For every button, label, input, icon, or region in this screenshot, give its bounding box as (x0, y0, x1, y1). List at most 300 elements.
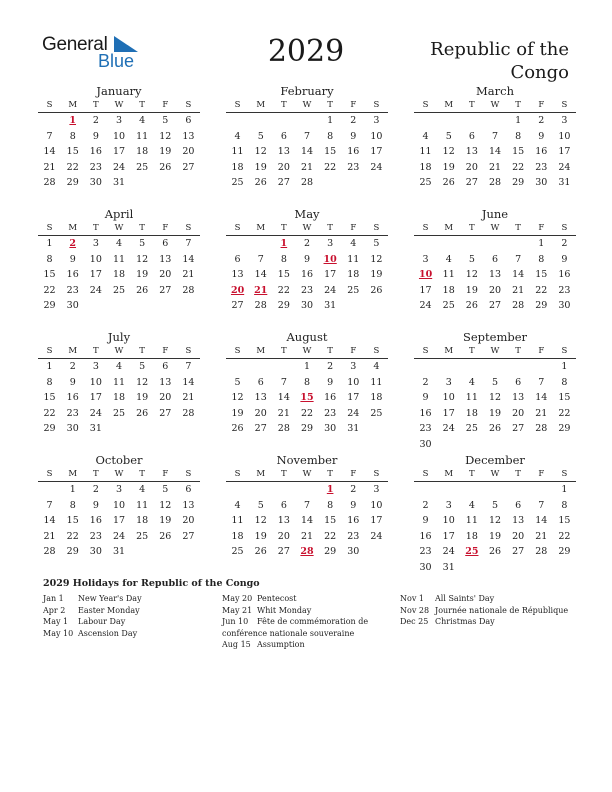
month-september (414, 330, 576, 452)
day: 7 (538, 376, 545, 388)
day: 3 (115, 484, 123, 495)
day: 12 (136, 253, 149, 265)
day: 17 (370, 515, 383, 526)
weekday-label: M (68, 469, 78, 479)
month-december (414, 453, 576, 575)
day: 6 (515, 376, 522, 388)
day: 19 (136, 269, 149, 280)
month-august (226, 330, 388, 437)
holiday-entry (400, 605, 583, 617)
empty-day (38, 482, 61, 498)
weekday-label: F (350, 223, 357, 233)
day: 13 (254, 392, 267, 403)
empty-day (226, 482, 249, 498)
weekday-label: T (139, 469, 145, 479)
weekday-header (38, 222, 200, 236)
day: 15 (324, 146, 337, 157)
day: 18 (112, 269, 126, 280)
day: 7 (257, 253, 264, 265)
weekday-label: S (422, 346, 429, 356)
day: 26 (488, 546, 502, 557)
day: 8 (69, 130, 76, 142)
holiday-day: 15 (300, 392, 314, 403)
day: 16 (66, 392, 79, 403)
day: 26 (136, 407, 149, 419)
day: 4 (115, 238, 123, 249)
day: 28 (182, 407, 195, 419)
day: 31 (347, 423, 360, 434)
weekday-label: T (93, 223, 99, 233)
day: 1 (46, 361, 53, 372)
day: 23 (419, 546, 432, 557)
holiday-date: May 10 (43, 628, 74, 638)
day: 17 (324, 269, 337, 280)
weekday-header (414, 345, 576, 359)
day: 12 (488, 392, 502, 403)
holiday-entry (43, 628, 218, 640)
day: 27 (254, 423, 267, 434)
empty-day (483, 359, 506, 375)
holiday-name: Fête de commémoration de (257, 617, 369, 626)
day: 31 (112, 546, 126, 557)
day: 13 (231, 269, 244, 280)
holiday-name: Christmas Day (435, 617, 495, 626)
month-march (414, 84, 576, 191)
weekday-label: T (515, 100, 521, 110)
weekday-label: S (422, 100, 429, 110)
day: 1 (515, 115, 522, 126)
holiday-day: 10 (418, 269, 433, 280)
day: 26 (231, 423, 244, 434)
weekday-label: M (68, 346, 78, 356)
day: 14 (43, 146, 56, 157)
day: 28 (277, 423, 290, 434)
day: 8 (538, 253, 545, 265)
empty-day (226, 113, 249, 129)
day: 10 (442, 515, 455, 526)
empty-day (249, 482, 272, 498)
day: 10 (442, 392, 455, 403)
day: 2 (538, 115, 545, 126)
day: 20 (512, 530, 525, 542)
day: 13 (512, 515, 525, 526)
day: 8 (327, 499, 334, 511)
holiday-date: Jun 10 (222, 617, 249, 626)
day: 30 (324, 423, 337, 434)
day: 19 (488, 530, 502, 542)
day: 17 (89, 392, 102, 403)
day: 21 (182, 392, 195, 403)
day: 6 (491, 253, 499, 265)
empty-day (530, 482, 553, 498)
weekday-label: T (93, 346, 99, 356)
day: 17 (112, 515, 126, 526)
day: 10 (112, 499, 126, 511)
holiday-date: Jan 1 (43, 594, 64, 603)
weekday-label: F (350, 469, 357, 479)
day: 31 (324, 300, 337, 311)
day: 23 (66, 284, 79, 296)
day: 5 (139, 238, 146, 249)
day: 1 (561, 484, 568, 495)
day: 25 (112, 407, 126, 419)
day: 8 (561, 376, 568, 388)
weekday-label: W (114, 346, 124, 356)
day: 4 (350, 238, 357, 249)
weekday-label: M (444, 469, 454, 479)
weekday-header (226, 345, 388, 359)
month-title: May (294, 207, 320, 221)
month-title: August (286, 330, 328, 344)
empty-day (460, 236, 483, 252)
day: 18 (112, 392, 126, 403)
day: 5 (139, 361, 146, 372)
day: 11 (231, 515, 244, 526)
weekday-label: M (256, 100, 266, 110)
day: 16 (89, 515, 102, 526)
day: 6 (280, 499, 287, 511)
day: 13 (465, 146, 478, 157)
weekday-label: F (162, 223, 169, 233)
day: 15 (43, 269, 56, 280)
day: 18 (136, 146, 149, 157)
day: 18 (347, 269, 360, 280)
day: 16 (324, 392, 337, 403)
weekday-label: T (327, 100, 333, 110)
month-title: October (95, 453, 143, 467)
weekday-label: F (162, 346, 169, 356)
weekday-label: F (162, 100, 169, 110)
holiday-day: 20 (230, 284, 245, 296)
day: 23 (66, 407, 79, 419)
empty-day (437, 113, 460, 129)
weekday-label: M (444, 100, 454, 110)
weekday-label: F (350, 346, 357, 356)
month-title: February (280, 84, 334, 98)
day: 2 (92, 484, 99, 495)
day: 25 (231, 546, 244, 557)
day: 5 (257, 499, 264, 511)
holiday-day: 2 (69, 238, 77, 249)
day: 5 (257, 130, 264, 142)
day: 18 (442, 284, 455, 296)
day: 27 (512, 546, 525, 557)
day: 25 (112, 284, 126, 296)
day: 29 (324, 546, 337, 557)
day: 28 (254, 300, 267, 311)
day: 25 (231, 177, 244, 188)
day: 15 (512, 146, 525, 157)
day: 8 (69, 499, 76, 511)
weekday-label: T (327, 223, 333, 233)
day: 6 (515, 499, 522, 511)
day: 3 (350, 361, 357, 372)
weekday-header (414, 468, 576, 482)
day: 3 (445, 376, 452, 388)
month-april (38, 207, 200, 314)
day: 6 (185, 484, 192, 495)
weekday-label: S (373, 100, 380, 110)
day: 20 (277, 161, 290, 173)
day: 26 (488, 423, 502, 434)
day: 11 (136, 499, 149, 511)
day: 3 (561, 115, 568, 126)
holiday-day: 21 (254, 284, 268, 296)
day: 27 (231, 300, 244, 311)
day: 6 (234, 253, 241, 265)
weekday-label: S (422, 223, 429, 233)
day: 7 (491, 130, 499, 142)
day: 13 (277, 515, 290, 526)
day: 18 (465, 530, 478, 542)
day: 24 (442, 423, 455, 434)
day: 25 (370, 407, 383, 419)
weekday-label: S (373, 469, 380, 479)
weekday-label: F (350, 100, 357, 110)
weekday-label: M (68, 223, 78, 233)
empty-day (249, 236, 272, 252)
logo-blue-text: Blue (98, 51, 135, 71)
day: 2 (92, 115, 99, 126)
day: 26 (442, 177, 455, 188)
day: 12 (254, 515, 267, 526)
day: 31 (89, 423, 102, 434)
day: 19 (231, 407, 244, 419)
day: 15 (66, 515, 79, 526)
holiday-column (400, 593, 583, 628)
weekday-label: W (302, 469, 312, 479)
day: 2 (422, 376, 429, 388)
weekday-label: T (281, 469, 287, 479)
empty-day (226, 359, 249, 375)
holiday-date: May 1 (43, 617, 69, 626)
day: 19 (465, 284, 478, 296)
holiday-name: Easter Monday (78, 605, 140, 615)
month-june (414, 207, 576, 314)
day: 21 (535, 530, 548, 542)
day: 28 (512, 300, 525, 311)
day-grid (38, 236, 200, 314)
day: 24 (112, 530, 126, 542)
day: 4 (468, 376, 475, 388)
day: 23 (558, 284, 571, 296)
day: 22 (300, 407, 314, 419)
day: 8 (46, 253, 53, 265)
day-grid (226, 482, 388, 560)
holiday-day: 1 (69, 115, 77, 126)
day: 30 (89, 546, 102, 557)
holiday-date: Nov 28 (400, 605, 430, 615)
weekday-label: T (281, 100, 287, 110)
empty-day (460, 482, 483, 498)
day: 5 (445, 130, 452, 142)
day: 18 (231, 161, 244, 173)
weekday-label: W (302, 100, 312, 110)
month-may (226, 207, 388, 314)
empty-day (414, 359, 437, 375)
weekday-label: S (561, 223, 568, 233)
day: 15 (535, 269, 548, 280)
weekday-label: T (327, 469, 333, 479)
day: 7 (185, 361, 192, 372)
day: 10 (370, 130, 383, 142)
day: 23 (89, 530, 102, 542)
weekday-label: W (302, 223, 312, 233)
day: 27 (512, 423, 525, 434)
day: 7 (46, 499, 53, 511)
day: 2 (303, 238, 311, 249)
weekday-label: W (490, 100, 500, 110)
day-grid (226, 113, 388, 191)
weekday-label: W (490, 346, 500, 356)
holiday-date: Apr 2 (43, 605, 66, 615)
empty-day (437, 359, 460, 375)
day: 5 (234, 376, 241, 388)
day: 24 (419, 300, 432, 311)
empty-day (226, 236, 249, 252)
day: 11 (112, 376, 126, 388)
day: 12 (231, 392, 244, 403)
empty-day (414, 482, 437, 498)
day: 14 (488, 146, 502, 157)
day: 22 (43, 284, 56, 296)
holiday-day: 1 (326, 484, 334, 495)
day: 12 (488, 515, 502, 526)
day: 13 (512, 392, 525, 403)
day: 24 (89, 407, 102, 419)
weekday-label: F (538, 346, 545, 356)
day: 28 (488, 177, 502, 188)
day-grid (38, 113, 200, 191)
day: 29 (66, 177, 79, 188)
day: 3 (422, 253, 429, 265)
weekday-label: F (538, 469, 545, 479)
day: 9 (303, 253, 311, 265)
day: 6 (162, 361, 169, 372)
day: 9 (69, 253, 76, 265)
day: 9 (350, 499, 357, 511)
day: 11 (370, 376, 383, 388)
empty-day (414, 113, 437, 129)
day: 14 (535, 515, 548, 526)
day: 25 (465, 423, 478, 434)
country-title (369, 38, 569, 84)
day: 20 (182, 515, 195, 526)
day: 4 (234, 499, 241, 511)
weekday-label: S (46, 469, 53, 479)
day: 17 (347, 392, 360, 403)
day: 30 (535, 177, 548, 188)
weekday-label: S (46, 346, 53, 356)
day: 8 (515, 130, 522, 142)
empty-day (460, 359, 483, 375)
day: 30 (419, 438, 432, 450)
weekday-label: W (490, 223, 500, 233)
day: 7 (46, 130, 53, 142)
year-title: 2029 (267, 34, 345, 69)
day: 7 (185, 238, 192, 249)
day: 8 (46, 376, 53, 388)
weekday-label: M (256, 223, 266, 233)
day: 16 (535, 146, 548, 157)
day: 14 (182, 253, 195, 265)
weekday-header (226, 99, 388, 113)
day: 24 (370, 530, 383, 542)
day-grid (226, 236, 388, 314)
day: 6 (280, 130, 287, 142)
day: 19 (254, 530, 267, 542)
weekday-label: S (185, 223, 192, 233)
day: 9 (422, 515, 429, 526)
month-october (38, 453, 200, 560)
day: 11 (136, 130, 149, 142)
day: 1 (327, 115, 334, 126)
empty-day (249, 359, 272, 375)
day-grid (38, 482, 200, 560)
day: 3 (445, 499, 452, 511)
weekday-label: S (561, 100, 568, 110)
day: 1 (561, 361, 568, 372)
day: 11 (442, 269, 455, 280)
day: 3 (115, 115, 123, 126)
day: 13 (159, 253, 172, 265)
day: 9 (92, 499, 99, 511)
day: 19 (254, 161, 267, 173)
holiday-day: 1 (280, 238, 288, 249)
holiday-date: May 20 (222, 594, 253, 603)
day: 28 (182, 284, 195, 296)
day: 4 (445, 253, 452, 265)
day: 19 (159, 146, 172, 157)
day: 18 (231, 530, 244, 542)
day: 11 (465, 515, 478, 526)
day: 30 (558, 300, 571, 311)
day: 6 (468, 130, 475, 142)
holiday-day: 10 (323, 253, 337, 265)
weekday-header (414, 99, 576, 113)
day: 23 (419, 423, 432, 434)
day: 10 (112, 130, 126, 142)
weekday-header (38, 345, 200, 359)
day: 27 (182, 161, 195, 173)
day: 20 (159, 269, 172, 280)
day: 16 (419, 530, 432, 542)
day: 20 (254, 407, 267, 419)
holiday-entry (222, 605, 397, 617)
day: 4 (422, 130, 429, 142)
day: 27 (159, 284, 172, 296)
day: 15 (558, 392, 571, 403)
holiday-day: 28 (300, 546, 314, 557)
day: 29 (43, 300, 56, 311)
day: 3 (92, 361, 99, 372)
day: 28 (535, 546, 548, 557)
weekday-label: T (281, 223, 287, 233)
holiday-entry (43, 616, 218, 628)
day: 17 (419, 284, 432, 296)
day: 4 (139, 484, 146, 495)
day: 6 (162, 238, 169, 249)
empty-day (38, 113, 61, 129)
day: 1 (46, 238, 53, 249)
month-title: December (465, 453, 525, 467)
empty-day (295, 482, 318, 498)
day: 30 (347, 546, 360, 557)
weekday-label: T (515, 346, 521, 356)
weekday-label: S (46, 100, 53, 110)
day: 12 (159, 499, 172, 511)
day: 6 (257, 376, 264, 388)
